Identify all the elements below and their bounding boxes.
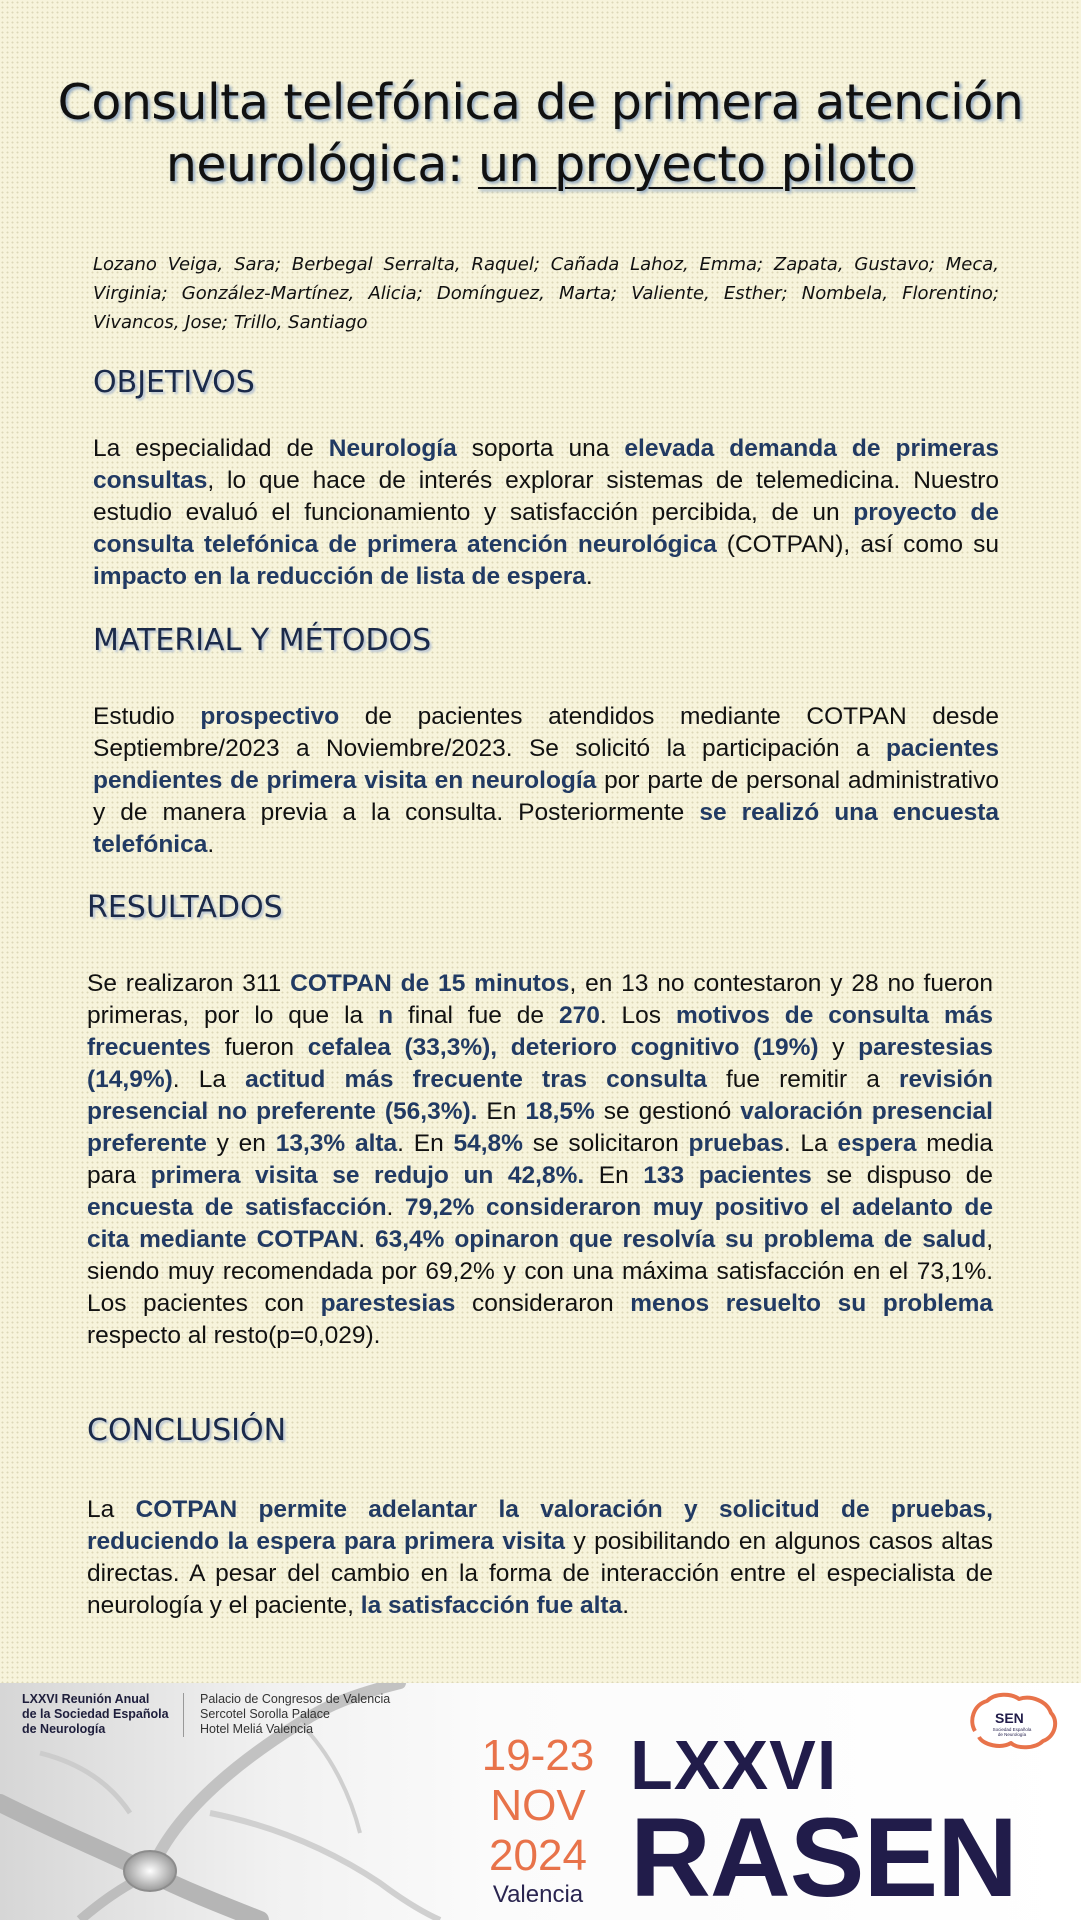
sen-logo-subtitle: Sociedad Española de Neurología	[992, 1727, 1032, 1737]
congress-city: Valencia	[492, 1881, 584, 1908]
conclusion-text: La COTPAN permite adelantar la valoración y solicitud de pruebas, reduciendo la espera para primera visita y posibilitando en algunos casos altas directas. A pesar del cambio en la forma de interacción entre el especialista de neurología y el paciente, la satisfacción fue alta.	[87, 1496, 993, 1619]
resultados-text: Se realizaron 311 COTPAN de 15 minutos, en 13 no contestaron y 28 no fueron primeras, por lo que la n final fue de 270. Los motivos de consulta más frecuentes fueron cefalea (33,3%), deterioro cognitivo (19%) y parestesias (14,9%). La actitud más frecuente tras consulta fue remitir a revisión presencial no preferente (56,3%). En 18,5% se gestionó valoración presencial preferente y en 13,3% alta. En 54,8% se solicitaron pruebas. La espera media para primera visita se redujo un 42,8%. En 133 pacientes se dispuso de encuesta de satisfacción. 79,2% consideraron muy positivo el adelanto de cita mediante COTPAN. 63,4% opinaron que resolvía su problema de salud, siendo muy recomendada por 69,2% y con una máxima satisfacción en el 73,1%. Los pacientes con parestesias consideraron menos resuelto su problema respecto al resto(p=0,029).	[87, 970, 994, 1349]
metodos-text: Estudio prospectivo de pacientes atendidos mediante COTPAN desde Septiembre/2023 a Noviembre/2023. Se solicitó la participación a pacientes pendientes de primera visita en neurología por parte de personal administrativo y de manera previa a la consulta. Posteriormente se realizó una encuesta telefónica.	[93, 703, 999, 858]
author-list: Lozano Veiga, Sara; Berbegal Serralta, Raquel; Cañada Lahoz, Emma; Zapata, Gustavo; Meca, Virginia; González-Martínez, Alicia; Domínguez, Marta; Valiente, Esther; Nombela, Florentino; Vivancos, Jose; Trillo, Santiago	[93, 254, 999, 333]
resultados-heading: RESULTADOS	[87, 890, 283, 925]
congress-venues: Palacio de Congresos de Valencia Sercotel Sorolla Palace Hotel Meliá Valencia	[200, 1692, 391, 1736]
title-line-2: neurológica:	[165, 136, 478, 193]
title-underlined: un proyecto piloto	[477, 136, 916, 193]
event-number: LXXVI	[630, 1726, 838, 1804]
sen-logo-text: SEN	[995, 1710, 1024, 1726]
congress-footer-banner	[0, 1683, 1081, 1920]
conclusion-heading: CONCLUSIÓN	[87, 1413, 287, 1448]
title-line-1: Consulta telefónica de primera atención	[57, 74, 1024, 131]
congress-organizer: LXXVI Reunión Anual de la Sociedad Española de Neurología	[22, 1692, 169, 1736]
poster-title	[40, 72, 1041, 196]
metodos-heading: MATERIAL Y MÉTODOS	[93, 623, 432, 658]
objetivos-text: La especialidad de Neurología soporta una elevada demanda de primeras consultas, lo que hace de interés explorar sistemas de telemedicina. Nuestro estudio evaluó el funcionamiento y satisfacción percibida, de un proyecto de consulta telefónica de primera atención neurológica (COTPAN), así como su impacto en la reducción de lista de espera.	[93, 435, 999, 590]
objetivos-heading: OBJETIVOS	[93, 365, 255, 400]
event-name: RASEN	[630, 1795, 1018, 1920]
congress-dates: 19-23 NOV 2024	[481, 1731, 595, 1880]
footer-divider	[183, 1693, 184, 1737]
